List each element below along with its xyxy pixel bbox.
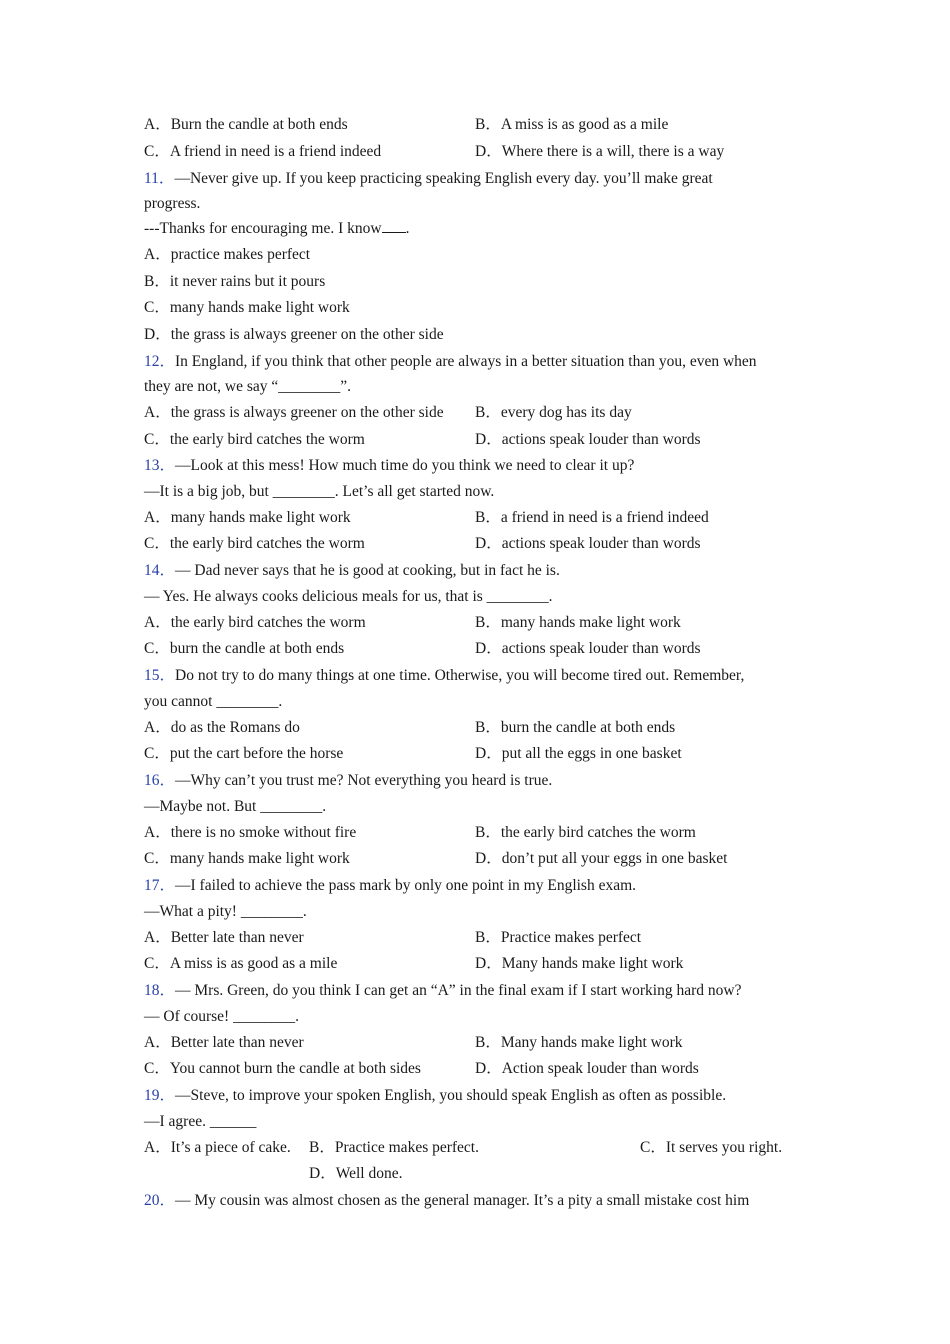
q11-answer-blank: [382, 218, 406, 233]
q11-stem-line-3: [144, 216, 816, 242]
q18-text-2: — Of course! ________.: [144, 1008, 299, 1025]
q20-text-1: — My cousin was almost chosen as the general manager. It’s a pity a small mistake cost him: [175, 1192, 750, 1209]
q19-stem-line-1: [144, 1083, 816, 1109]
q11-option-a: A．practice makes perfect: [144, 246, 311, 263]
q16-stem-line-2: [144, 794, 816, 820]
q17-number: 17．: [144, 877, 176, 894]
q14-option-b: B．many hands make light work: [475, 614, 681, 631]
q13-option-c: C．the early bird catches the worm: [144, 535, 365, 552]
q11-option-c: C．many hands make light work: [144, 299, 350, 316]
q13-options-row-1: [144, 505, 816, 531]
q11-text-3-end: .: [405, 220, 410, 237]
q15-stem-line-1: [144, 663, 816, 689]
q11-option-c-row: [144, 295, 816, 321]
q10-options-row-2: [144, 139, 816, 165]
q12-option-d: D．actions speak louder than words: [475, 431, 701, 448]
q11-text-3: ---Thanks for encouraging me. I know: [144, 220, 382, 237]
q12-text-2: they are not, we say “________”.: [144, 378, 352, 395]
q16-stem-line-1: [144, 768, 816, 794]
q18-options-row-1: [144, 1030, 816, 1056]
q14-option-c: C．burn the candle at both ends: [144, 640, 345, 657]
q12-options-row-2: [144, 427, 816, 453]
q19-text-1: —Steve, to improve your spoken English, you should speak English as often as possible.: [175, 1087, 727, 1104]
q12-options-row-1: [144, 400, 816, 426]
q11-option-d-row: [144, 322, 816, 348]
q12-text-1: In England, if you think that other people are always in a better situation than you, even when: [175, 353, 757, 370]
q17-option-b: B．Practice makes perfect: [475, 929, 642, 946]
q11-text-2: progress.: [144, 195, 201, 212]
q10-option-a: A．Burn the candle at both ends: [144, 116, 348, 133]
q17-option-c: C．A miss is as good as a mile: [144, 955, 338, 972]
q16-option-b: B．the early bird catches the worm: [475, 824, 696, 841]
q16-text-2: —Maybe not. But ________.: [144, 798, 327, 815]
q14-text-2: — Yes. He always cooks delicious meals for us, that is ________.: [144, 588, 553, 605]
q10-option-c: C．A friend in need is a friend indeed: [144, 143, 382, 160]
q20-number: 20．: [144, 1192, 176, 1209]
q15-options-row-1: [144, 715, 816, 741]
q17-text-2: —What a pity! ________.: [144, 903, 307, 920]
q19-options-row-2: [144, 1161, 816, 1187]
q14-text-1: — Dad never says that he is good at cooking, but in fact he is.: [175, 562, 560, 579]
q19-option-d: D．Well done.: [309, 1165, 403, 1182]
q10-option-b: B．A miss is as good as a mile: [475, 116, 669, 133]
q18-stem-line-2: [144, 1004, 816, 1030]
q17-stem-line-2: [144, 899, 816, 925]
q13-option-a: A．many hands make light work: [144, 509, 351, 526]
q19-number: 19．: [144, 1087, 176, 1104]
q16-option-a: A．there is no smoke without fire: [144, 824, 357, 841]
q11-option-b: B．it never rains but it pours: [144, 273, 326, 290]
q11-number: 11．: [144, 170, 175, 187]
q13-options-row-2: [144, 531, 816, 557]
q15-option-b: B．burn the candle at both ends: [475, 719, 676, 736]
q15-text-2: you cannot ________.: [144, 693, 283, 710]
q17-options-row-1: [144, 925, 816, 951]
q14-option-d: D．actions speak louder than words: [475, 640, 701, 657]
q18-options-row-2: [144, 1056, 816, 1082]
q13-text-2: —It is a big job, but ________. Let’s all get started now.: [144, 483, 495, 500]
q15-number: 15．: [144, 667, 176, 684]
q19-option-a: A．It’s a piece of cake.: [144, 1139, 291, 1156]
q11-stem-line-1: [144, 166, 816, 192]
q17-options-row-2: [144, 951, 816, 977]
q11-text-1: —Never give up. If you keep practicing speaking English every day. you’ll make great: [174, 170, 713, 187]
q17-text-1: —I failed to achieve the pass mark by only one point in my English exam.: [175, 877, 637, 894]
q10-options-row-1: [144, 112, 816, 138]
q18-option-b: B．Many hands make light work: [475, 1034, 683, 1051]
q12-option-b: B．every dog has its day: [475, 404, 632, 421]
q16-options-row-2: [144, 846, 816, 872]
q16-options-row-1: [144, 820, 816, 846]
q13-number: 13．: [144, 457, 176, 474]
q11-option-a-row: [144, 242, 816, 268]
q17-option-d: D．Many hands make light work: [475, 955, 684, 972]
q14-stem-line-1: [144, 558, 816, 584]
q12-number: 12．: [144, 353, 176, 370]
q11-option-d: D．the grass is always greener on the other side: [144, 326, 444, 343]
q18-stem-line-1: [144, 978, 816, 1004]
q15-option-c: C．put the cart before the horse: [144, 745, 344, 762]
q12-stem-line-1: [144, 349, 816, 375]
q15-stem-line-2: [144, 689, 816, 715]
q11-stem-line-2: [144, 191, 816, 217]
q18-text-1: — Mrs. Green, do you think I can get an “A” in the final exam if I start working hard now?: [175, 982, 742, 999]
q13-option-b: B．a friend in need is a friend indeed: [475, 509, 709, 526]
q17-stem-line-1: [144, 873, 816, 899]
q14-number: 14．: [144, 562, 176, 579]
q11-option-b-row: [144, 269, 816, 295]
q14-options-row-2: [144, 636, 816, 662]
q14-options-row-1: [144, 610, 816, 636]
q16-text-1: —Why can’t you trust me? Not everything you heard is true.: [175, 772, 553, 789]
q13-stem-line-2: [144, 479, 816, 505]
q12-stem-line-2: [144, 374, 816, 400]
q18-option-a: A．Better late than never: [144, 1034, 304, 1051]
q13-option-d: D．actions speak louder than words: [475, 535, 701, 552]
q15-option-a: A．do as the Romans do: [144, 719, 300, 736]
q17-option-a: A．Better late than never: [144, 929, 304, 946]
q10-option-d: D．Where there is a will, there is a way: [475, 143, 725, 160]
q13-text-1: —Look at this mess! How much time do you think we need to clear it up?: [175, 457, 635, 474]
q15-text-1: Do not try to do many things at one time. Otherwise, you will become tired out. Remember,: [175, 667, 745, 684]
q14-option-a: A．the early bird catches the worm: [144, 614, 366, 631]
q19-options-row-1: [144, 1135, 816, 1161]
q16-option-d: D．don’t put all your eggs in one basket: [475, 850, 728, 867]
q12-option-c: C．the early bird catches the worm: [144, 431, 365, 448]
q13-stem-line-1: [144, 453, 816, 479]
q14-stem-line-2: [144, 584, 816, 610]
q16-number: 16．: [144, 772, 176, 789]
q18-option-c: C．You cannot burn the candle at both sides: [144, 1060, 421, 1077]
q19-option-c: C．It serves you right.: [640, 1139, 783, 1156]
q19-option-b: B．Practice makes perfect.: [309, 1139, 479, 1156]
q19-stem-line-2: [144, 1109, 816, 1135]
q20-stem-line-1: [144, 1188, 816, 1214]
q18-option-d: D．Action speak louder than words: [475, 1060, 699, 1077]
q19-text-2: —I agree. ______: [144, 1113, 257, 1130]
q16-option-c: C．many hands make light work: [144, 850, 350, 867]
q12-option-a: A．the grass is always greener on the other side: [144, 404, 444, 421]
q18-number: 18．: [144, 982, 176, 999]
q15-option-d: D．put all the eggs in one basket: [475, 745, 682, 762]
q15-options-row-2: [144, 741, 816, 767]
